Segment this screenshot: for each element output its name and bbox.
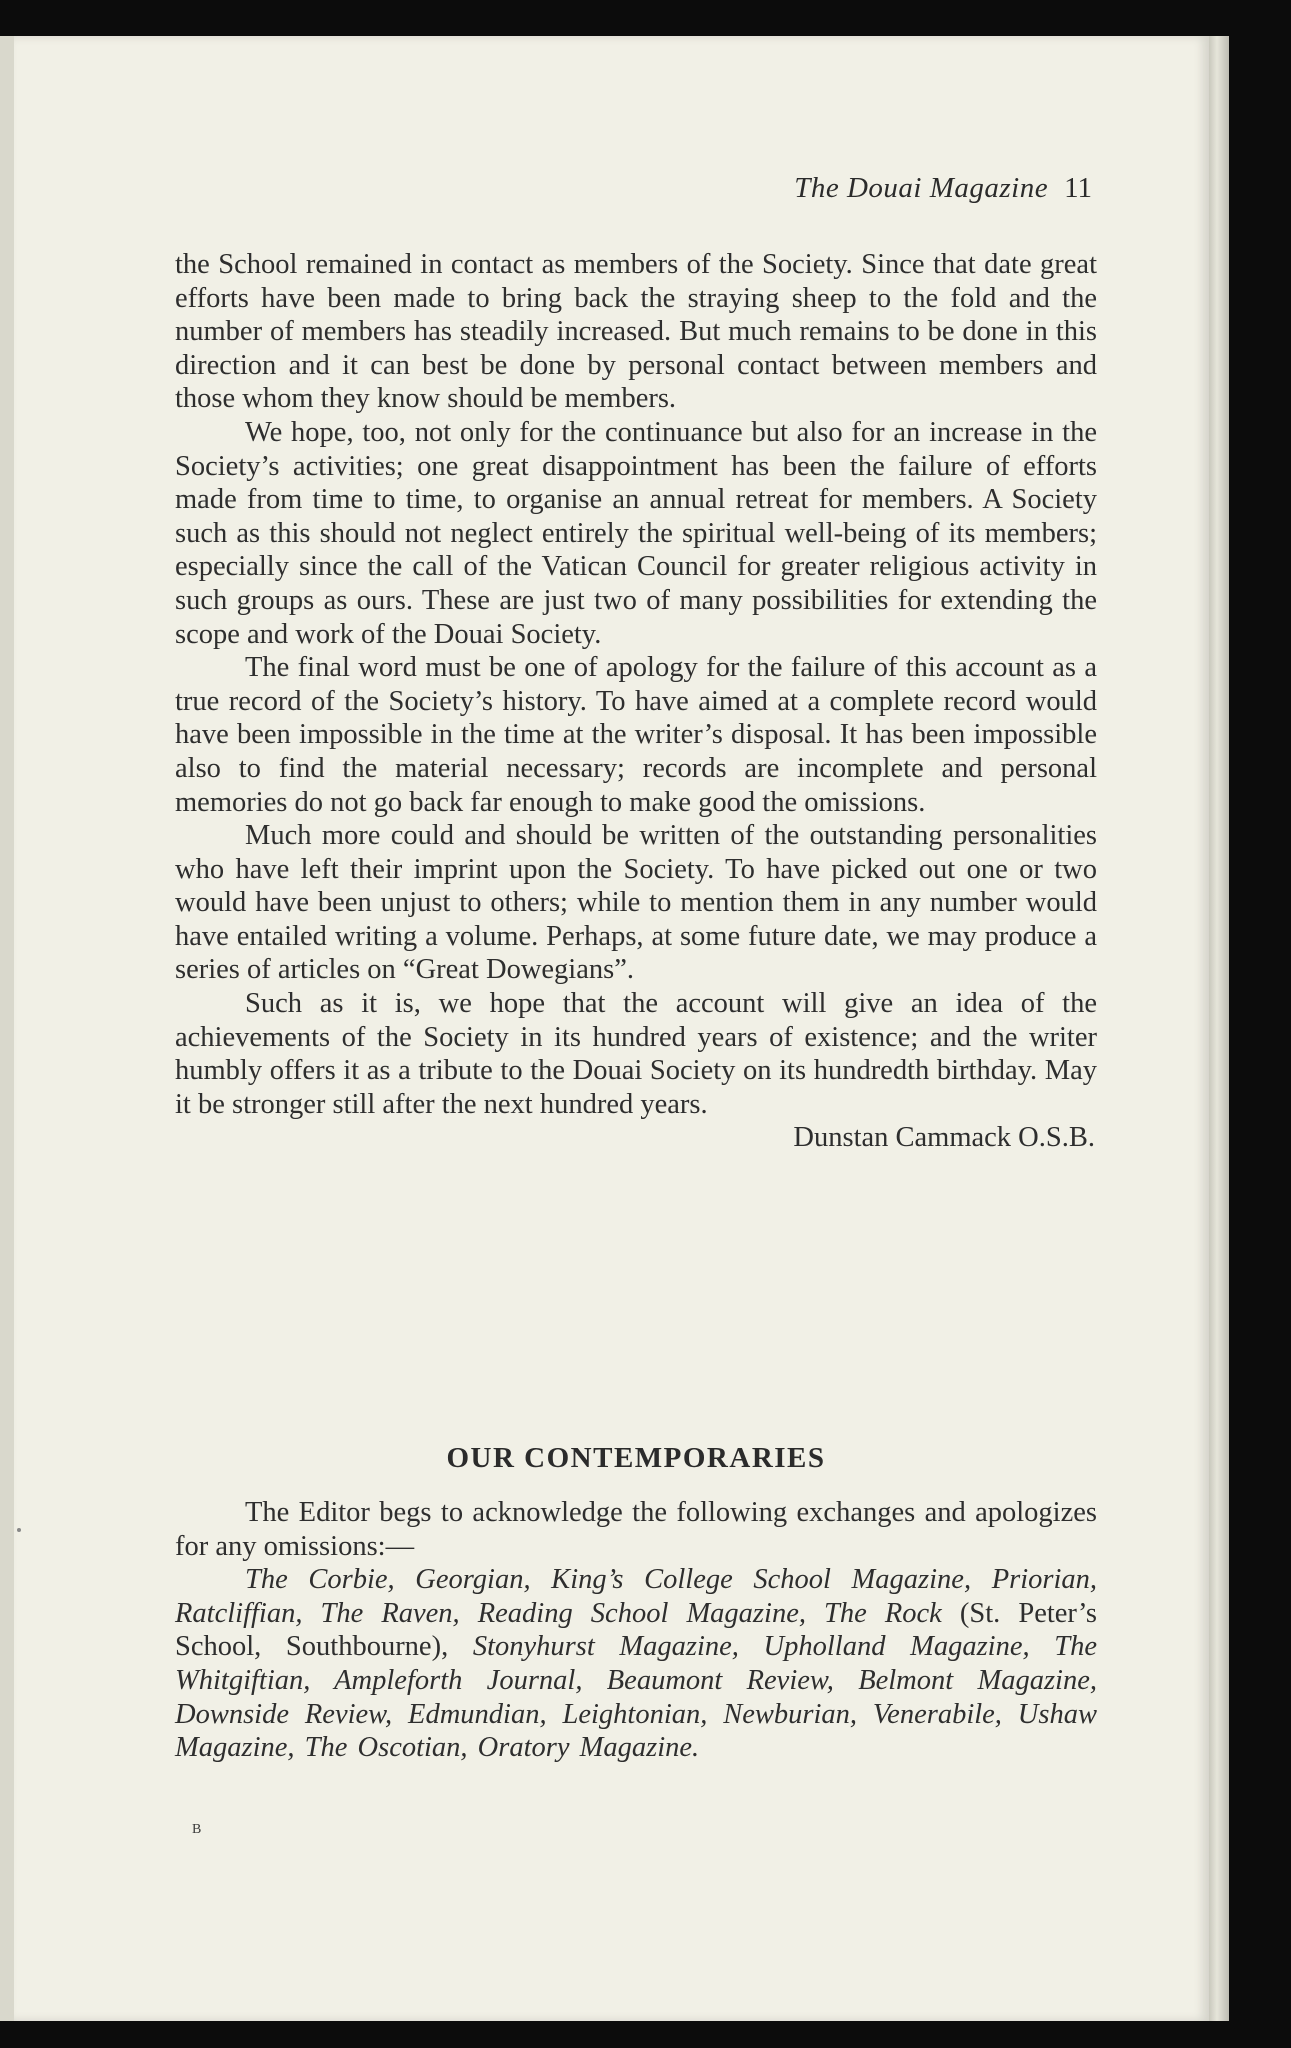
running-head <box>700 172 1092 205</box>
paragraph-2: We hope, too, not only for the continuance but also for an increase in the Society’s activities; one great disappointment has been the failure of efforts made from time to time, to organise an annual retreat for members. A Society such as this should not neglect entirely the spiritual well-being of its members; especially since the call of the Vatican Council for greater religious activity in such groups as ours. These are just two of many possibilities for extending the scope and work of the Douai Society. <box>175 416 1097 650</box>
section-heading: OUR CONTEMPORARIES <box>446 1442 826 1474</box>
exchanges-list-note: (St. Peter’s School, Southbourne), <box>175 1597 1097 1663</box>
contemporaries-body <box>175 1496 1097 1765</box>
page-number: 11 <box>1064 172 1092 204</box>
exchanges-list-part-2: Stonyhurst Magazine, Upholland Magazine, The Whitgiftian, Ampleforth Journal, Beaumont Review, Belmont Magazine, Downside Review, Edmundian, Leightonian, Newburian, Venerabile, Ushaw Magazine, The Oscotian, Oratory Magazine. <box>175 1631 1098 1764</box>
speck <box>17 1528 21 1532</box>
article-body <box>175 248 1097 1155</box>
paragraph-4: Much more could and should be written of the outstanding personalities who have left their imprint upon the Society. To have picked out one or two would have been unjust to others; while to mention them in any number would have entailed writing a volume. Perhaps, at some future date, we may produce a series of articles on “Great Dowegians”. <box>175 820 1097 986</box>
signature-mark: B <box>192 1822 203 1837</box>
paragraph-1: the School remained in contact as members of the Society. Since that date great efforts have been made to bring back the straying sheep to the fold and the number of members has steadily increased. But much remains to be done in this direction and it can best be done by personal contact between members and those whom they know should be members. <box>175 249 1097 415</box>
exchanges-list-part-1: The Corbie, Georgian, King’s College School Magazine, Priorian, Ratcliffian, The Raven, Reading School Magazine, The Rock <box>175 1564 1097 1629</box>
exchanges-list <box>175 1563 1097 1765</box>
contemporaries-intro: The Editor begs to acknowledge the following exchanges and apologizes for any omissions:— <box>175 1497 1097 1562</box>
paragraph-3: The final word must be one of apology for the failure of this account as a true record of the Society’s history. To have aimed at a complete record would have been impossible in the time at the writer’s disposal. It has been impossible also to find the material necessary; records are incomplete and personal memories do not go back far enough to make good the omissions. <box>175 652 1097 818</box>
paragraph-5: Such as it is, we hope that the account will give an idea of the achievements of the Society in its hundred years of existence; and the writer humbly offers it as a tribute to the Douai Society on its hundredth birthday. May it be stronger still after the next hundred years. <box>175 988 1097 1120</box>
author-signature: Dunstan Cammack O.S.B. <box>793 1122 1095 1154</box>
running-head-title: The Douai Magazine <box>794 172 1049 204</box>
page-right-edge <box>1209 36 1229 2021</box>
page-left-edge <box>0 36 14 2021</box>
